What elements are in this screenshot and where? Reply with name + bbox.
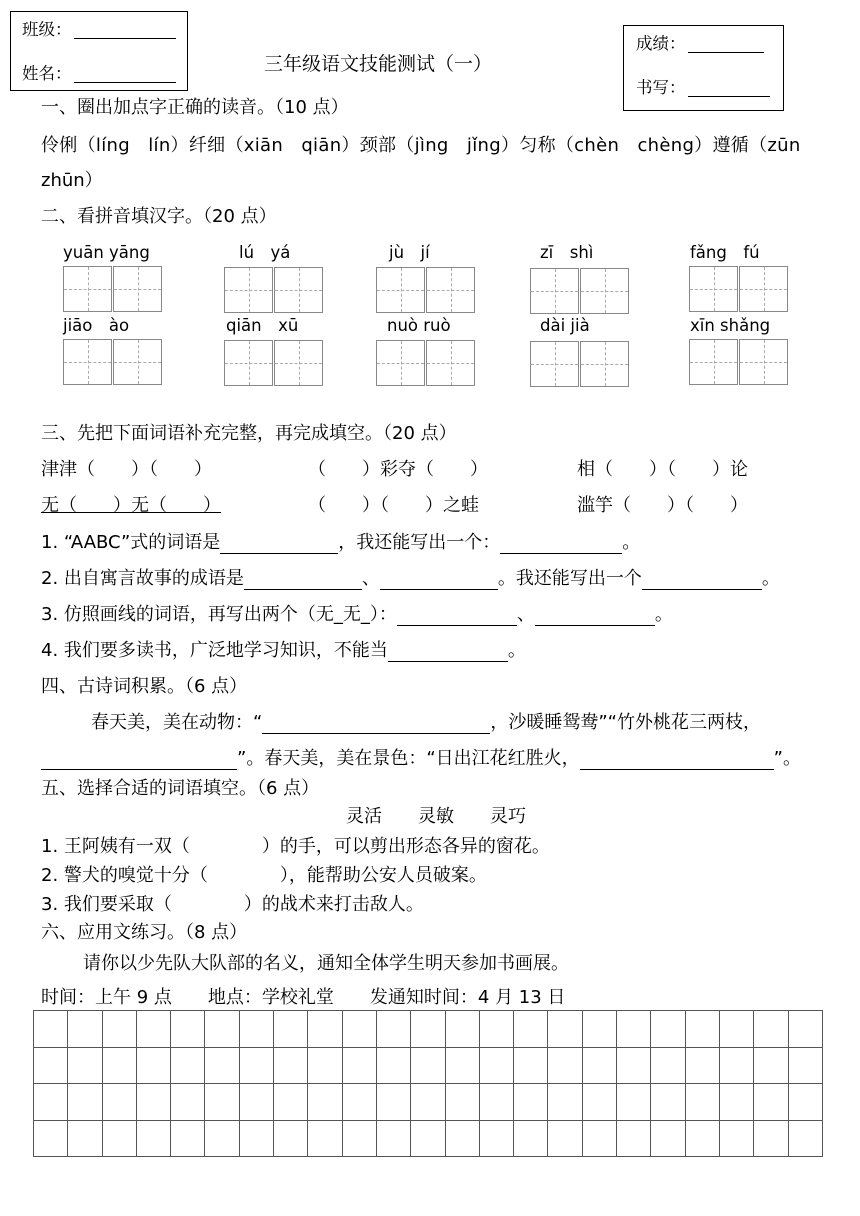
grid-cell[interactable] (342, 1120, 376, 1157)
grid-cell[interactable] (514, 1047, 548, 1084)
grid-cell[interactable] (342, 1011, 376, 1048)
grid-cell[interactable] (719, 1120, 753, 1157)
grid-cell[interactable] (274, 1011, 308, 1048)
grid-cell[interactable] (136, 1084, 170, 1121)
class-label: 班级： (22, 20, 72, 39)
grid-cell[interactable] (308, 1084, 342, 1121)
grid-cell[interactable] (411, 1084, 445, 1121)
grid-cell[interactable] (514, 1120, 548, 1157)
grid-cell[interactable] (274, 1084, 308, 1121)
grid-cell[interactable] (754, 1084, 788, 1121)
grid-cell[interactable] (617, 1084, 651, 1121)
character-box[interactable] (580, 341, 629, 387)
character-box-pair (63, 339, 163, 385)
character-box-pair (224, 340, 324, 386)
question-text: 1. “AABC”式的词语是 (41, 532, 221, 553)
character-box[interactable] (689, 266, 738, 312)
grid-cell[interactable] (102, 1120, 136, 1157)
question-3-1 (41, 532, 640, 554)
grid-cell[interactable] (514, 1011, 548, 1048)
grid-cell[interactable] (171, 1011, 205, 1048)
grid-cell[interactable] (754, 1011, 788, 1048)
grid-cell[interactable] (68, 1120, 102, 1157)
answer-blank[interactable] (500, 537, 622, 554)
section-1-line-2: zhūn） (41, 170, 103, 191)
name-label: 姓名： (22, 64, 72, 83)
grid-cell[interactable] (788, 1120, 822, 1157)
section-5-heading: 五、选择合适的词语填空。（6 点） (41, 778, 320, 799)
writing-grid[interactable] (33, 1010, 823, 1157)
grid-cell[interactable] (205, 1047, 239, 1084)
character-box[interactable] (426, 340, 475, 386)
character-box[interactable] (113, 266, 162, 312)
name-field[interactable] (74, 66, 176, 83)
answer-blank[interactable] (642, 573, 762, 590)
grid-cell[interactable] (788, 1084, 822, 1121)
class-field[interactable] (74, 22, 176, 39)
pinyin-label: lú yá (239, 243, 291, 262)
poem-text: ”。春天美，美在景色：“日出江花红胜火， (237, 748, 580, 769)
grid-cell[interactable] (479, 1120, 513, 1157)
character-box[interactable] (530, 268, 579, 314)
section-4-heading: 四、古诗词积累。（6 点） (41, 676, 248, 697)
grid-cell[interactable] (136, 1120, 170, 1157)
character-box[interactable] (63, 266, 112, 312)
grid-cell[interactable] (342, 1047, 376, 1084)
poem-text: ，沙暖睡鸳鸯”“竹外桃花三两枝， (490, 712, 761, 733)
section-1-line-1: 伶俐（líng lín）纤细（xiān qiān）颈部（jìng jǐng）匀称（chèn chèng）遵循（zūn (41, 135, 801, 156)
grid-cell[interactable] (754, 1120, 788, 1157)
grid-cell[interactable] (582, 1047, 616, 1084)
answer-blank[interactable] (220, 537, 338, 554)
question-3-2 (41, 568, 780, 590)
grid-cell[interactable] (171, 1120, 205, 1157)
grid-cell[interactable] (685, 1120, 719, 1157)
grid-cell[interactable] (651, 1084, 685, 1121)
grid-cell[interactable] (445, 1011, 479, 1048)
character-box[interactable] (376, 267, 425, 313)
grid-cell[interactable] (205, 1011, 239, 1048)
grid-cell[interactable] (411, 1120, 445, 1157)
grid-cell[interactable] (582, 1084, 616, 1121)
writing-prompt: 请你以少先队大队部的名义，通知全体学生明天参加书画展。 (83, 953, 569, 974)
grid-cell[interactable] (479, 1011, 513, 1048)
grid-cell[interactable] (376, 1120, 410, 1157)
notice-info: 时间：上午 9 点 地点：学校礼堂 发通知时间：4 月 13 日 (41, 987, 566, 1008)
question-text: ，我还能写出一个： (338, 532, 501, 553)
idiom-item: （ ）（ ）之蛙 (308, 495, 479, 516)
grid-cell[interactable] (719, 1011, 753, 1048)
grid-cell[interactable] (102, 1084, 136, 1121)
grid-cell[interactable] (754, 1047, 788, 1084)
pinyin-label: qiān xū (226, 316, 299, 335)
grid-cell[interactable] (274, 1047, 308, 1084)
grid-cell[interactable] (102, 1047, 136, 1084)
word-choices: 灵活 灵敏 灵巧 (346, 806, 526, 827)
grid-cell[interactable] (239, 1011, 273, 1048)
pinyin-label: dài jià (540, 316, 590, 335)
grid-cell[interactable] (239, 1047, 273, 1084)
grid-cell[interactable] (445, 1120, 479, 1157)
writing-label: 书写： (636, 78, 686, 97)
grid-cell[interactable] (205, 1084, 239, 1121)
character-box[interactable] (113, 339, 162, 385)
grid-cell[interactable] (34, 1011, 68, 1048)
character-box[interactable] (530, 341, 579, 387)
pinyin-label: jù jí (389, 243, 430, 262)
grid-cell[interactable] (376, 1047, 410, 1084)
character-box[interactable] (580, 268, 629, 314)
grid-cell[interactable] (514, 1084, 548, 1121)
answer-blank[interactable] (41, 753, 237, 770)
grid-cell[interactable] (34, 1047, 68, 1084)
grid-cell[interactable] (548, 1120, 582, 1157)
character-box[interactable] (426, 267, 475, 313)
question-text: 。 (654, 604, 673, 625)
question-text: 。 (507, 640, 526, 661)
grid-cell[interactable] (582, 1120, 616, 1157)
grid-cell[interactable] (719, 1047, 753, 1084)
character-box-pair (376, 340, 476, 386)
grid-cell[interactable] (274, 1120, 308, 1157)
question-text: 4. 我们要多读书，广泛地学习知识，不能当 (41, 640, 388, 661)
grid-cell[interactable] (102, 1011, 136, 1048)
poem-line-2 (41, 748, 801, 770)
character-box[interactable] (689, 339, 738, 385)
grid-cell[interactable] (617, 1011, 651, 1048)
grid-cell[interactable] (617, 1120, 651, 1157)
idiom-item-underlined: 无（ ）无（ ） (41, 495, 221, 516)
grid-cell[interactable] (171, 1084, 205, 1121)
pinyin-label: fǎng fú (690, 243, 760, 262)
pinyin-label: jiāo ào (63, 316, 130, 335)
pinyin-label: zī shì (540, 243, 594, 262)
pinyin-label: nuò ruò (387, 316, 451, 335)
grid-cell[interactable] (239, 1120, 273, 1157)
poem-text: 春天美，美在动物：“ (91, 712, 263, 733)
question-text: 3. 仿照画线的词语，再写出两个（无_无_）： (41, 604, 397, 625)
section-6-heading: 六、应用文练习。（8 点） (41, 922, 248, 943)
grid-cell[interactable] (651, 1120, 685, 1157)
grid-cell[interactable] (136, 1047, 170, 1084)
poem-line-1 (91, 712, 761, 734)
question-3-3 (41, 604, 673, 626)
grid-cell[interactable] (411, 1047, 445, 1084)
grid-row (34, 1084, 823, 1121)
grid-cell[interactable] (342, 1084, 376, 1121)
question-text: 。 (761, 568, 780, 589)
grid-cell[interactable] (376, 1011, 410, 1048)
grid-cell[interactable] (308, 1120, 342, 1157)
score-label: 成绩： (636, 34, 686, 53)
section-1-heading: 一、圈出加点字正确的读音。（10 点） (41, 97, 349, 118)
character-box[interactable] (224, 267, 273, 313)
page-title: 三年级语文技能测试（一） (264, 53, 493, 75)
answer-blank[interactable] (244, 573, 362, 590)
grid-cell[interactable] (548, 1047, 582, 1084)
character-box-pair (376, 267, 476, 313)
grid-cell[interactable] (239, 1084, 273, 1121)
idiom-item: （ ）彩夺（ ） (308, 459, 488, 480)
grid-cell[interactable] (685, 1011, 719, 1048)
question-text: 2. 出自寓言故事的成语是 (41, 568, 244, 589)
question-text: 、 (361, 568, 380, 589)
grid-cell[interactable] (479, 1084, 513, 1121)
grid-cell[interactable] (685, 1047, 719, 1084)
question-text: 。 (622, 532, 641, 553)
question-5-3: 3. 我们要采取（ ）的战术来打击敌人。 (41, 894, 424, 915)
character-box-pair (63, 266, 163, 312)
character-box[interactable] (63, 339, 112, 385)
grid-cell[interactable] (136, 1011, 170, 1048)
grid-cell[interactable] (788, 1011, 822, 1048)
character-box-pair (689, 266, 789, 312)
question-3-4 (41, 640, 526, 662)
character-box[interactable] (376, 340, 425, 386)
grid-cell[interactable] (651, 1047, 685, 1084)
grid-cell[interactable] (171, 1047, 205, 1084)
question-5-2: 2. 警犬的嗅觉十分（ ），能帮助公安人员破案。 (41, 865, 487, 886)
grid-cell[interactable] (582, 1011, 616, 1048)
grid-cell[interactable] (308, 1047, 342, 1084)
grid-cell[interactable] (34, 1120, 68, 1157)
grid-cell[interactable] (205, 1120, 239, 1157)
question-5-1: 1. 王阿姨有一双（ ）的手，可以剪出形态各异的窗花。 (41, 836, 550, 857)
question-text: 。我还能写出一个 (497, 568, 642, 589)
grid-cell[interactable] (685, 1084, 719, 1121)
grid-cell[interactable] (788, 1047, 822, 1084)
answer-blank[interactable] (388, 645, 508, 662)
answer-blank[interactable] (580, 753, 774, 770)
pinyin-label: xīn shǎng (690, 316, 771, 335)
character-box[interactable] (739, 266, 788, 312)
character-box[interactable] (739, 339, 788, 385)
character-box-pair (530, 268, 630, 314)
grid-cell[interactable] (617, 1047, 651, 1084)
grid-cell[interactable] (548, 1084, 582, 1121)
character-box[interactable] (274, 340, 323, 386)
character-box-pair (224, 267, 324, 313)
character-box[interactable] (274, 267, 323, 313)
answer-blank[interactable] (397, 609, 517, 626)
grid-cell[interactable] (548, 1011, 582, 1048)
character-box-pair (530, 341, 630, 387)
section-3-heading: 三、先把下面词语补充完整，再完成填空。（20 点） (41, 423, 457, 444)
character-box[interactable] (224, 340, 273, 386)
grid-cell[interactable] (651, 1011, 685, 1048)
question-text: 、 (516, 604, 535, 625)
grid-row (34, 1047, 823, 1084)
answer-blank[interactable] (535, 609, 655, 626)
grid-cell[interactable] (68, 1047, 102, 1084)
idiom-item: 相（ ）（ ）论 (577, 459, 748, 480)
grid-cell[interactable] (376, 1084, 410, 1121)
idiom-item: 津津（ ）（ ） (41, 459, 212, 480)
grid-cell[interactable] (719, 1084, 753, 1121)
grid-cell[interactable] (445, 1084, 479, 1121)
grid-cell[interactable] (68, 1011, 102, 1048)
answer-blank[interactable] (262, 717, 490, 734)
idiom-item: 滥竽（ ）（ ） (577, 495, 748, 516)
pinyin-label: yuān yāng (63, 243, 150, 262)
grid-row (34, 1120, 823, 1157)
section-2-heading: 二、看拼音填汉字。（20 点） (41, 206, 277, 227)
grid-cell[interactable] (411, 1011, 445, 1048)
grid-cell[interactable] (445, 1047, 479, 1084)
writing-field[interactable] (688, 80, 770, 97)
grid-row (34, 1011, 823, 1048)
character-box-pair (689, 339, 789, 385)
poem-text: ”。 (773, 748, 801, 769)
score-field[interactable] (688, 36, 764, 53)
grid-cell[interactable] (34, 1084, 68, 1121)
grid-cell[interactable] (479, 1047, 513, 1084)
answer-blank[interactable] (380, 573, 498, 590)
grid-cell[interactable] (68, 1084, 102, 1121)
grid-cell[interactable] (308, 1011, 342, 1048)
